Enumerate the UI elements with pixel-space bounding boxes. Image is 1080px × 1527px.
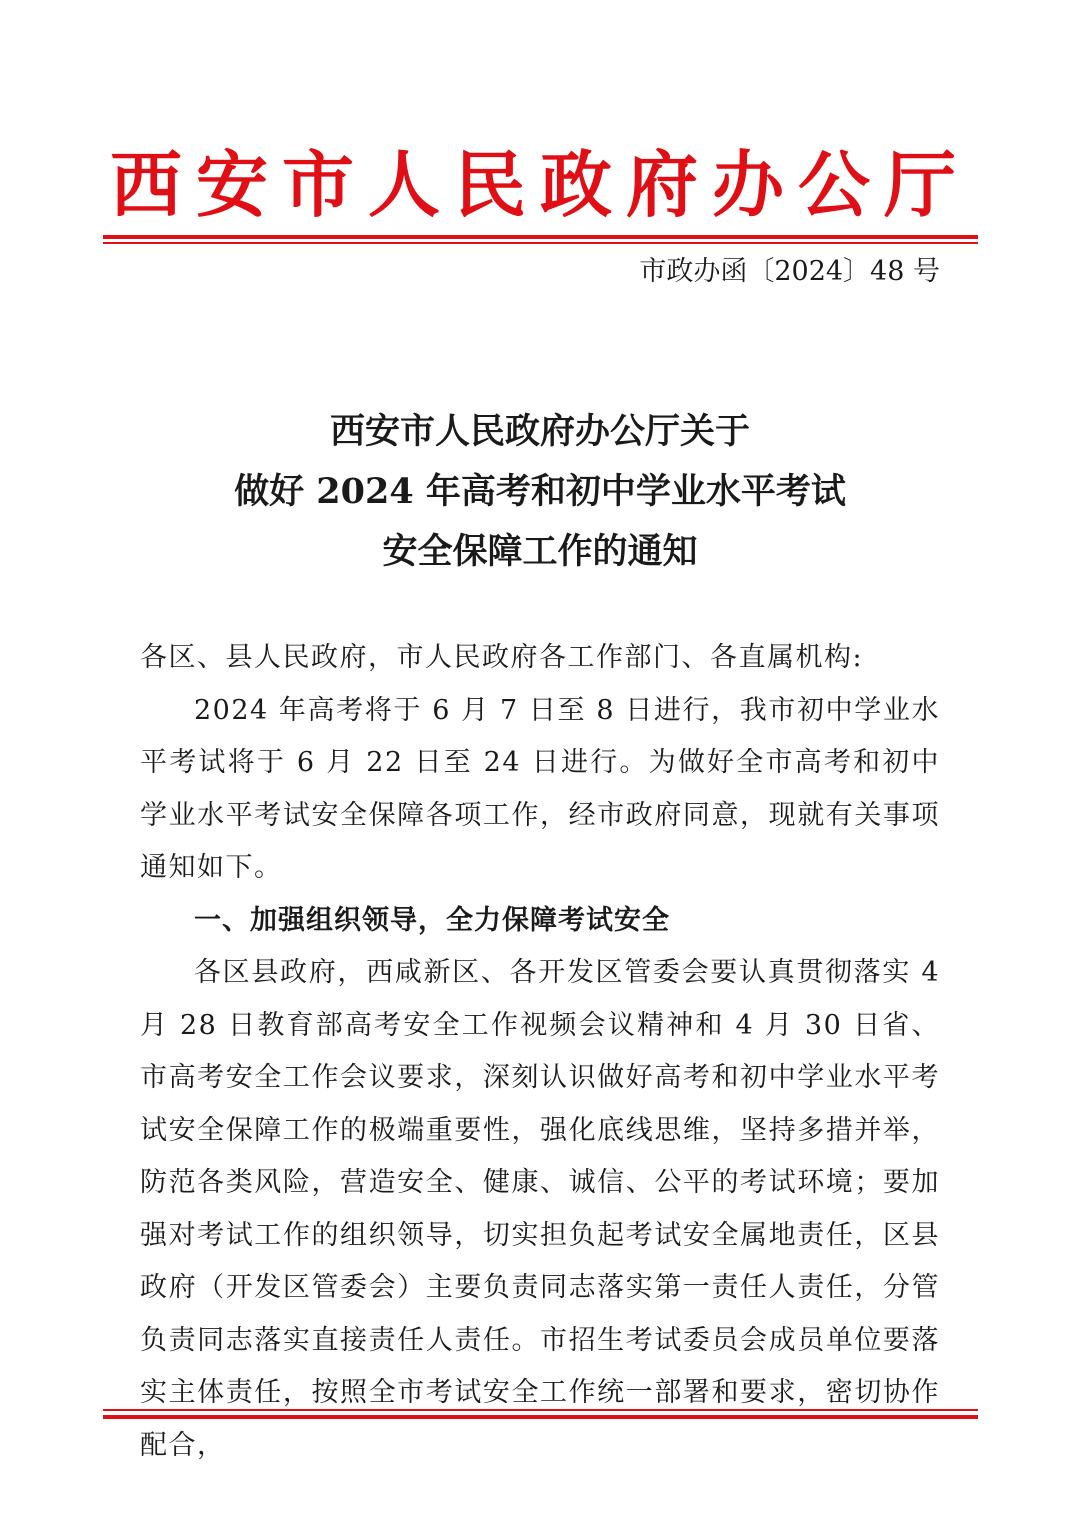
section-heading: 一、加强组织领导，全力保障考试安全 — [194, 904, 670, 936]
document-title-line-2: 做好 2024 年高考和初中学业水平考试 — [234, 471, 846, 512]
document-number: 市政办函〔2024〕48 号 — [639, 256, 940, 287]
footer-rule-thick — [103, 1415, 978, 1419]
document-body — [140, 632, 940, 1472]
section-paragraph: 各区县政府，西咸新区、各开发区管委会要认真贯彻落实 4 月 28 日教育部高考安全工作视频会议精神和 4 月 30 日省、市高考安全工作会议要求，深刻认识做好高考和初中学业水平考试安全保障工作的极端重要性，强化底线思维，坚持多措并举，防范各类风险，营造安全、健康、诚信、公平的考试环境；要加强对考试工作的组织领导，切实担负起考试安全属地责任，区县政府（开发区管委会）主要负责同志落实第一责任人责任，分管负责同志落实直接责任人责任。市招生考试委员会成员单位要落实主体责任，按照全市考试安全工作统一部署和要求，密切协作配合， — [140, 957, 940, 1461]
intro-paragraph: 2024 年高考将于 6 月 7 日至 8 日进行，我市初中学业水平考试将于 6 月 22 日至 24 日进行。为做好全市高考和初中学业水平考试安全保障各项工作，经市政府同意，现就有关事项通知如下。 — [140, 694, 940, 883]
document-title-line-1: 西安市人民政府办公厅关于 — [329, 411, 750, 452]
letterhead-title: 西安市人民政府办公厅 — [109, 142, 970, 227]
letterhead-rule-thin — [103, 242, 978, 244]
footer-rule-thin — [103, 1409, 978, 1411]
letterhead-rule-thick — [103, 235, 978, 239]
document-title-line-3: 安全保障工作的通知 — [382, 531, 698, 572]
salutation: 各区、县人民政府，市人民政府各工作部门、各直属机构: — [140, 642, 864, 673]
